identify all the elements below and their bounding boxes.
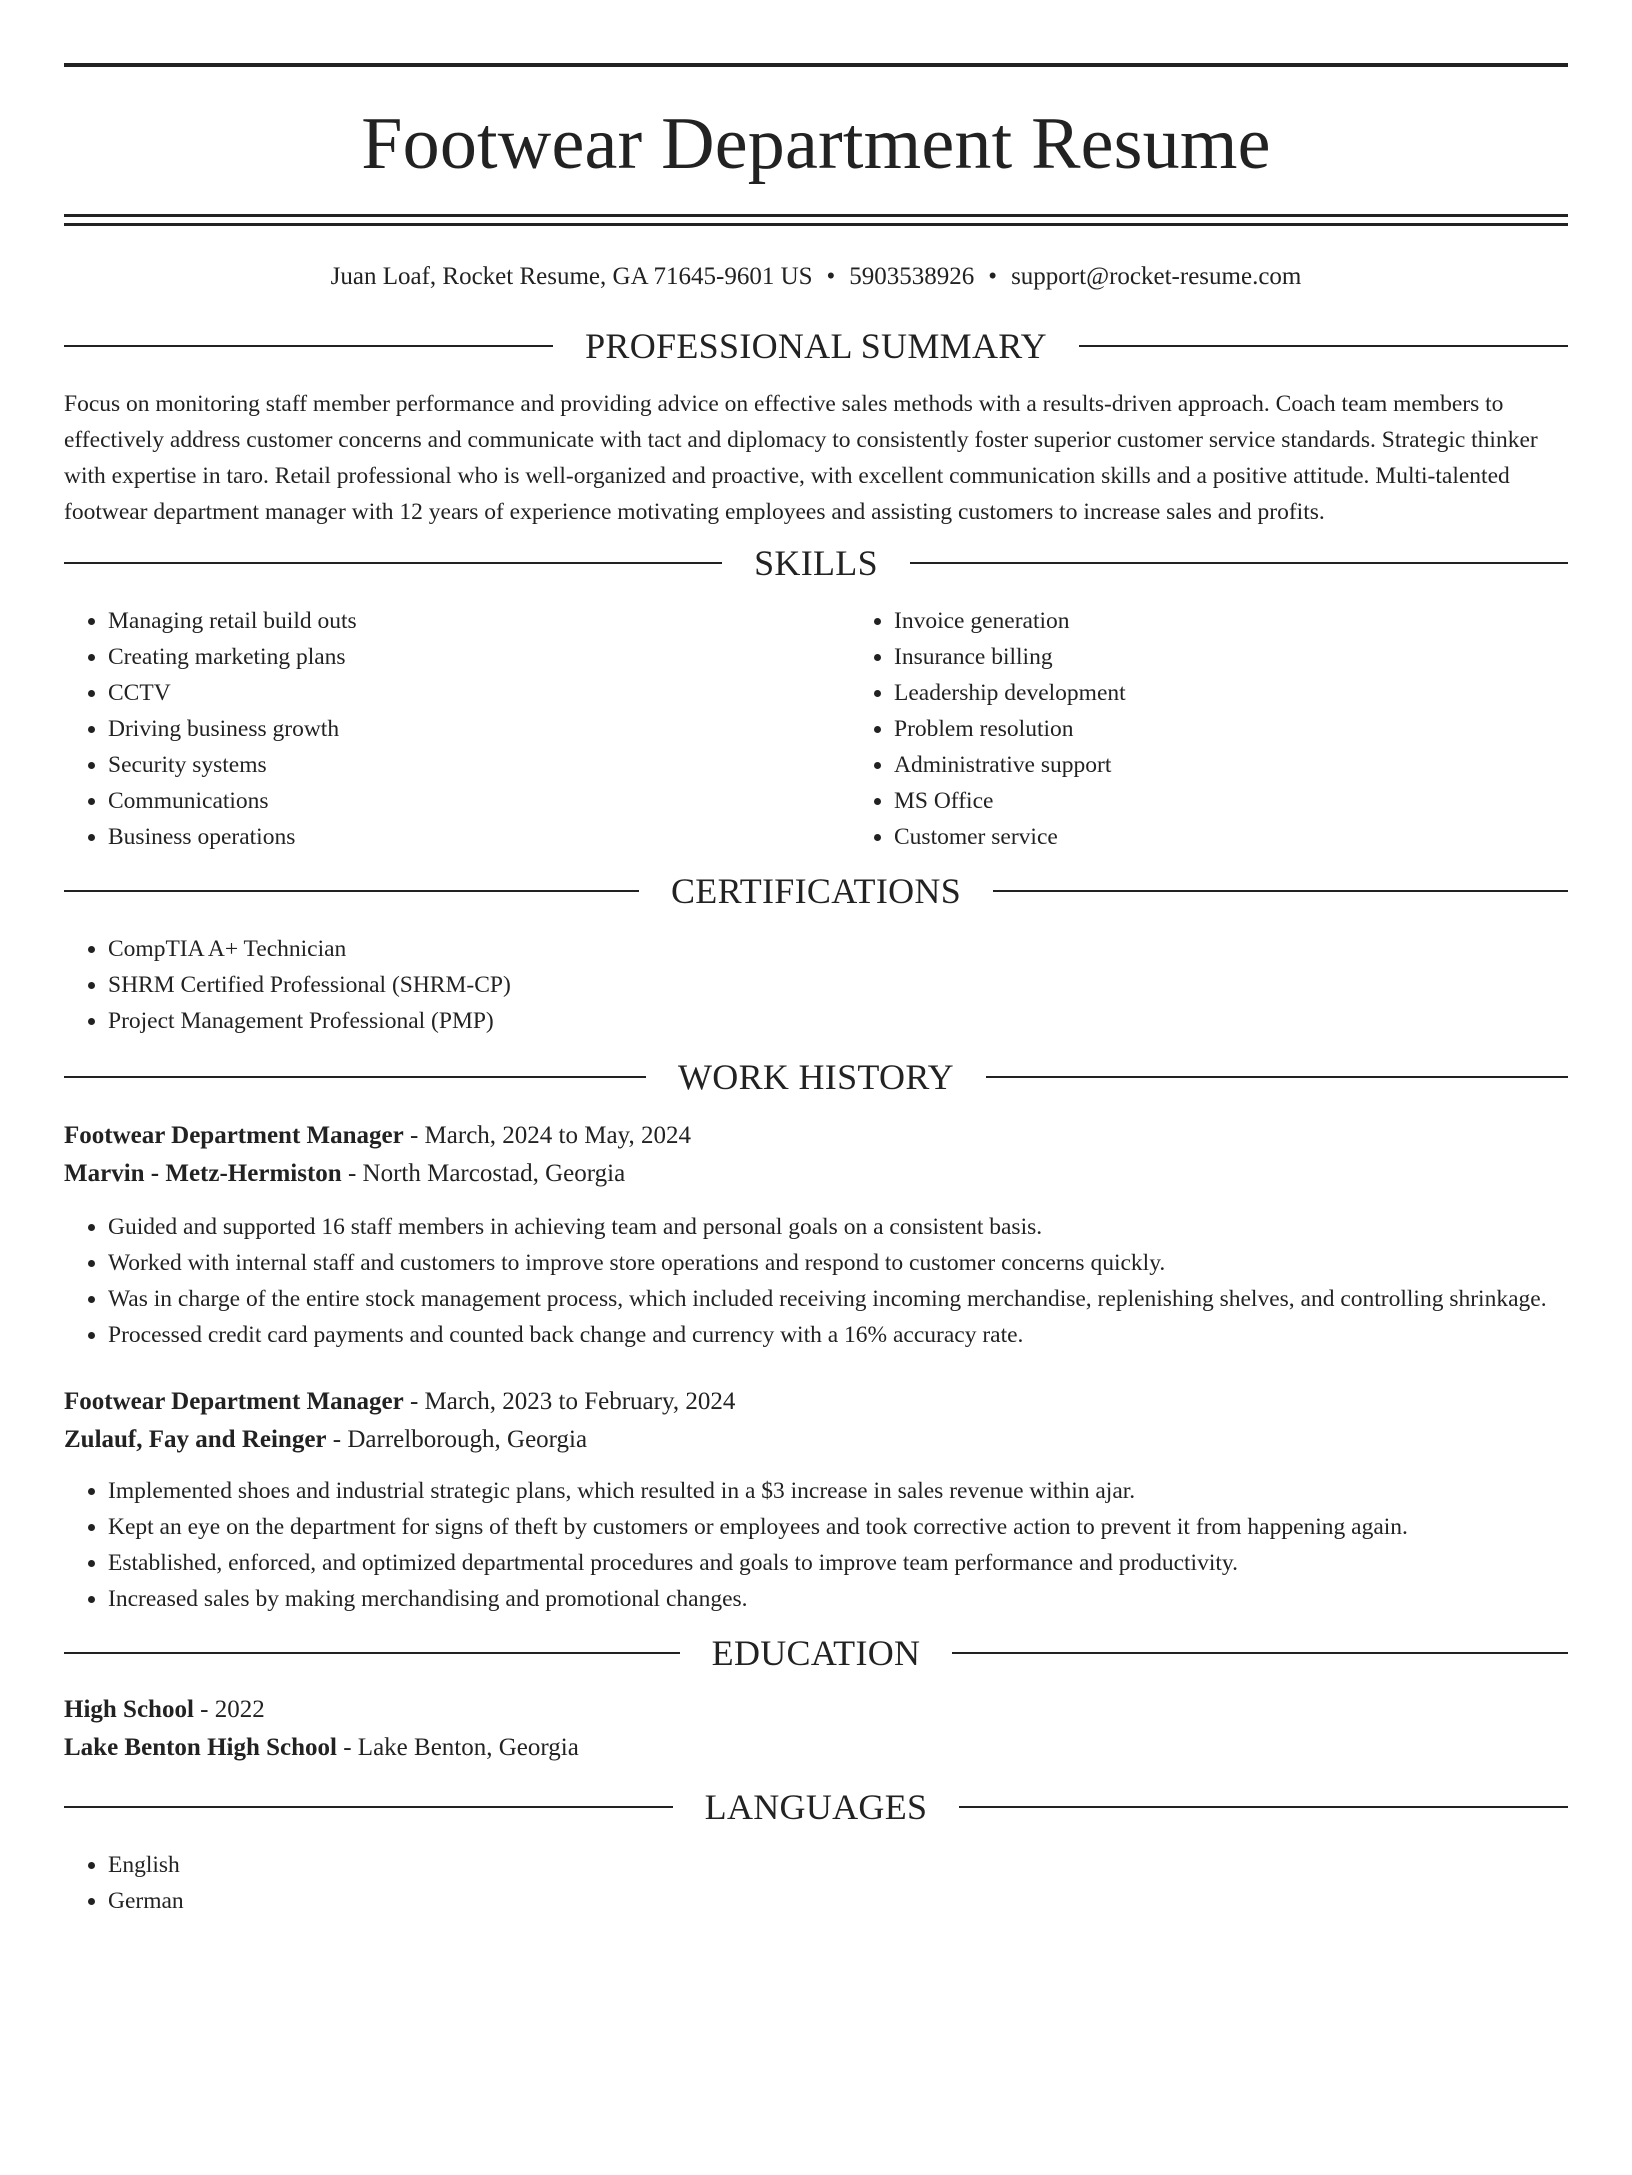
section-rule	[993, 890, 1568, 892]
job-title: Footwear Department Manager	[64, 1122, 404, 1149]
skills-column-right	[850, 603, 1568, 855]
education-entry	[64, 1691, 1568, 1767]
section-rule	[986, 1076, 1568, 1078]
job-title-line	[64, 1383, 1568, 1421]
section-rule	[64, 1652, 680, 1654]
job-company: Marvin - Metz-Hermiston	[64, 1160, 342, 1187]
education-school-line	[64, 1729, 1568, 1767]
skill-item: • Communications	[108, 783, 850, 819]
section-header-summary	[64, 328, 1568, 364]
section-header-work-history	[64, 1059, 1568, 1095]
education-school: Lake Benton High School	[64, 1734, 337, 1761]
job-duty: • Worked with internal staff and customers to improve store operations and respond to customer concerns quickly.	[108, 1245, 1568, 1281]
languages-list	[64, 1847, 1568, 1919]
skill-item: • Leadership development	[894, 675, 1568, 711]
document-title: Footwear Department Resume	[361, 103, 1271, 185]
job-entry	[64, 1117, 1568, 1353]
section-rule	[64, 562, 722, 564]
top-rule	[64, 63, 1568, 67]
contact-email: support@rocket-resume.com	[1011, 263, 1302, 290]
job-duty: • Increased sales by making merchandising and promotional changes.	[108, 1581, 1568, 1617]
certification-item: • CompTIA A+ Technician	[108, 931, 1568, 967]
job-duty: • Processed credit card payments and counted back change and currency with a 16% accuracy rate.	[108, 1317, 1568, 1353]
skill-item: • Problem resolution	[894, 711, 1568, 747]
language-item: • English	[108, 1847, 1568, 1883]
section-header-languages	[64, 1789, 1568, 1825]
section-rule	[64, 1076, 646, 1078]
section-rule	[64, 1806, 673, 1808]
contact-line	[64, 262, 1568, 292]
education-degree: High School	[64, 1696, 194, 1723]
job-dates: - March, 2023 to February, 2024	[403, 1388, 736, 1415]
skill-item: • CCTV	[108, 675, 850, 711]
section-title-certifications: CERTIFICATIONS	[670, 871, 962, 911]
certification-item: • Project Management Professional (PMP)	[108, 1003, 1568, 1039]
job-entry	[64, 1383, 1568, 1617]
job-duties	[64, 1209, 1568, 1353]
skill-item: • MS Office	[894, 783, 1568, 819]
section-title-summary: PROFESSIONAL SUMMARY	[585, 326, 1047, 366]
section-title-work-history: WORK HISTORY	[678, 1057, 954, 1097]
section-rule	[952, 1652, 1568, 1654]
section-rule	[959, 1806, 1568, 1808]
skill-item: • Creating marketing plans	[108, 639, 850, 675]
job-duty: • Implemented shoes and industrial strategic plans, which resulted in a $3 increase in sales revenue within ajar.	[108, 1473, 1568, 1509]
skill-item: • Administrative support	[894, 747, 1568, 783]
job-duty: • Kept an eye on the department for signs of theft by customers or employees and took corrective action to prevent it from happening again.	[108, 1509, 1568, 1545]
certification-item: • SHRM Certified Professional (SHRM-CP)	[108, 967, 1568, 1003]
skill-item: • Driving business growth	[108, 711, 850, 747]
skill-item: • Managing retail build outs	[108, 603, 850, 639]
section-rule	[1079, 345, 1568, 347]
section-rule	[64, 890, 639, 892]
section-header-skills	[64, 545, 1568, 581]
skill-item: • Customer service	[894, 819, 1568, 855]
skills-list	[64, 603, 1568, 855]
job-duty: • Guided and supported 16 staff members in achieving team and personal goals on a consistent basis.	[108, 1209, 1568, 1245]
job-company-line	[64, 1155, 1568, 1193]
job-company: Zulauf, Fay and Reinger	[64, 1426, 327, 1453]
education-year: - 2022	[193, 1696, 265, 1723]
skill-item: • Insurance billing	[894, 639, 1568, 675]
job-duty: • Established, enforced, and optimized departmental procedures and goals to improve team performance and productivity.	[108, 1545, 1568, 1581]
resume-page	[0, 63, 1632, 2175]
section-header-education	[64, 1635, 1568, 1671]
skill-item: • Security systems	[108, 747, 850, 783]
skills-column-left	[64, 603, 850, 855]
section-title-skills: SKILLS	[754, 543, 878, 583]
section-title-languages: LANGUAGES	[704, 1787, 928, 1827]
contact-separator: •	[988, 263, 998, 290]
language-item: • German	[108, 1883, 1568, 1919]
job-duty: • Was in charge of the entire stock management process, which included receiving incoming merchandise, replenishing shelves, and controlling shrinkage.	[108, 1281, 1568, 1317]
contact-separator: •	[826, 263, 836, 290]
job-dates: - March, 2024 to May, 2024	[403, 1122, 691, 1149]
section-header-certifications	[64, 873, 1568, 909]
skill-item: • Business operations	[108, 819, 850, 855]
job-location: - Darrelborough, Georgia	[326, 1426, 588, 1453]
job-location: - North Marcostad, Georgia	[341, 1160, 626, 1187]
section-rule	[910, 562, 1568, 564]
education-degree-line	[64, 1691, 1568, 1729]
education-location: - Lake Benton, Georgia	[336, 1734, 579, 1761]
section-rule	[64, 345, 553, 347]
contact-address: Juan Loaf, Rocket Resume, GA 71645-9601 US	[330, 263, 813, 290]
job-company-line	[64, 1421, 1568, 1459]
skill-item: • Invoice generation	[894, 603, 1568, 639]
contact-phone: 5903538926	[849, 263, 975, 290]
summary-text: Focus on monitoring staff member performance and providing advice on effective sales methods with a results-driven approach. Coach team members to effectively address customer concerns and communicate with tact and diplomacy to consistently foster superior customer service standards. Strategic thinker with expertise in taro. Retail professional who is well-organized and proactive, with excellent communication skills and a positive attitude. Multi-talented footwear department manager with 12 years of experience motivating employees and assisting customers to increase sales and profits.	[64, 391, 1538, 525]
job-title: Footwear Department Manager	[64, 1388, 404, 1415]
certifications-list	[64, 931, 1568, 1039]
title-double-rule	[64, 214, 1568, 226]
job-duties	[64, 1473, 1568, 1617]
job-title-line	[64, 1117, 1568, 1155]
section-title-education: EDUCATION	[711, 1633, 921, 1673]
